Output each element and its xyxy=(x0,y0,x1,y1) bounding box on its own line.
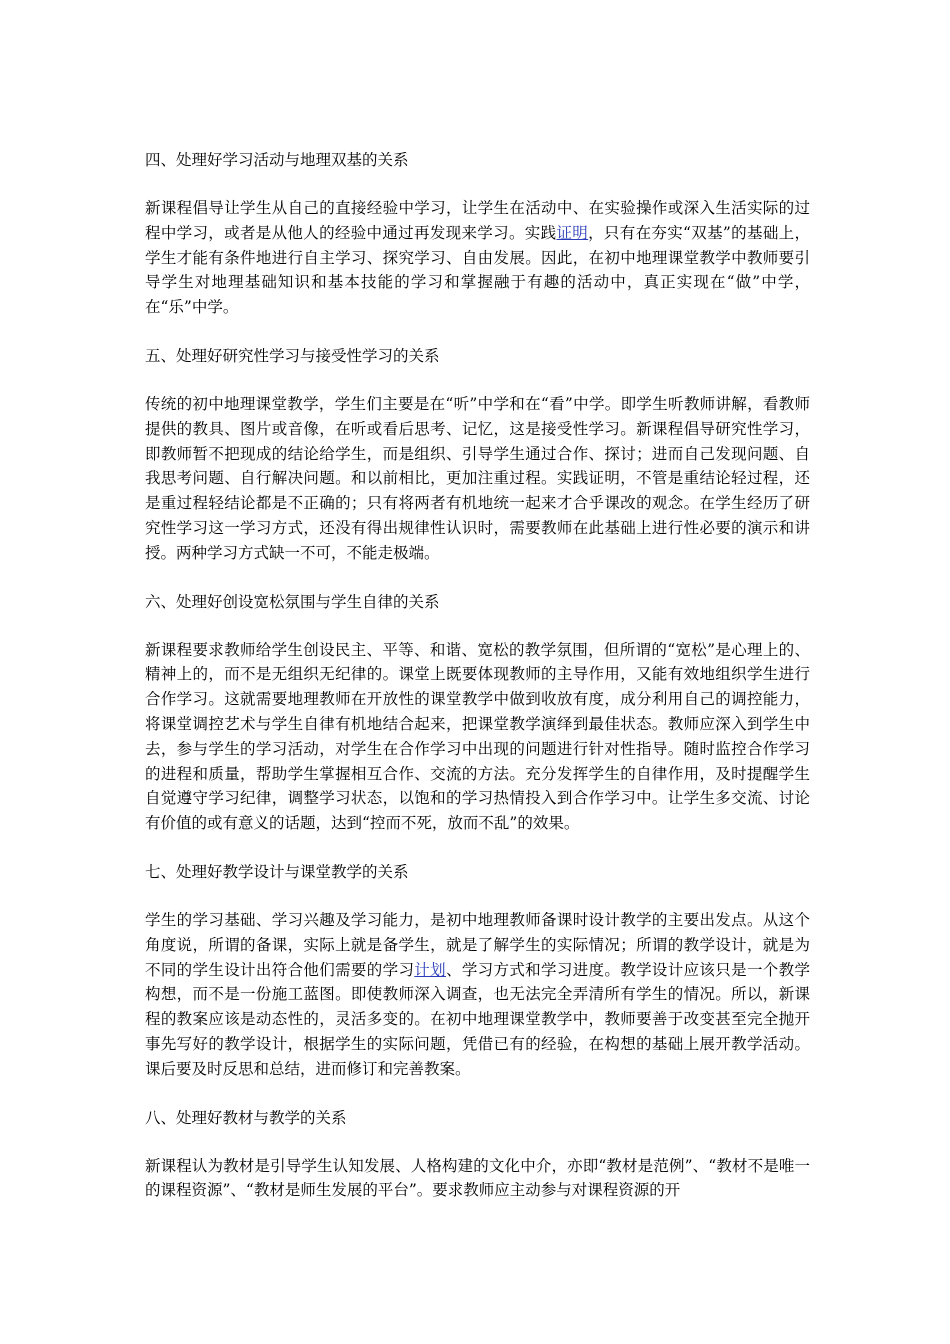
section-paragraph xyxy=(145,392,810,566)
paragraph-text: 、学习方式和学习进度。教学设计应该只是一个教学构想，而不是一份施工蓝图。即使教师深入调查，也无法完全弄清所有学生的情况。所以，新课程的教案应该是动态性的，灵活多变的。在初中地理课堂教学中，教师要善于改变甚至完全抛开事先写好的教学设计，根据学生的实际问题，凭借已有的经验，在构想的基础上展开教学活动。课后要及时反思和总结，进而修订和完善教案。 xyxy=(145,960,810,1078)
section-7 xyxy=(145,860,810,1082)
link-jihua[interactable]: 计划 xyxy=(414,960,446,979)
section-4 xyxy=(145,148,810,320)
section-paragraph xyxy=(145,908,810,1082)
section-heading: 六、处理好创设宽松氛围与学生自律的关系 xyxy=(145,592,440,611)
document-body xyxy=(145,148,810,1227)
paragraph-text: 新课程倡导让学生从自己的直接经验中学习，让学生在活动中、在实验操作或深入生活实际的过程中学习，或者是从他人的经验中通过再发现来学习。实践 xyxy=(145,199,810,242)
paragraph-text: 新课程认为教材是引导学生认知发展、人格构建的文化中介，亦即“教材是范例”、“教材不是唯一的课程资源”、“教材是师生发展的平台”。要求教师应主动参与对课程资源的开 xyxy=(145,1156,810,1200)
section-8 xyxy=(145,1106,810,1204)
section-paragraph xyxy=(145,1154,810,1204)
section-paragraph xyxy=(145,196,810,320)
section-heading: 七、处理好教学设计与课堂教学的关系 xyxy=(145,862,409,881)
section-6 xyxy=(145,590,810,836)
section-heading: 五、处理好研究性学习与接受性学习的关系 xyxy=(145,346,440,365)
paragraph-text: 学生的学习基础、学习兴趣及学习能力，是初中地理教师备课时设计教学的主要出发点。从这个角度说，所谓的备课，实际上就是备学生，就是了解学生的实际情况；所谓的教学设计，就是为不同的学生设计出符合他们需要的学习 xyxy=(145,910,810,979)
paragraph-text: 新课程要求教师给学生创设民主、平等、和谐、宽松的教学氛围，但所谓的“宽松”是心理上的、精神上的，而不是无组织无纪律的。课堂上既要体现教师的主导作用，又能有效地组织学生进行合作学习。这就需要地理教师在开放性的课堂教学中做到收放有度，成分利用自己的调控能力，将课堂调控艺术与学生自律有机地结合起来，把课堂教学演绎到最佳状态。教师应深入到学生中去，参与学生的学习活动，对学生在合作学习中出现的问题进行针对性指导。随时监控合作学习的进程和质量，帮助学生掌握相互合作、交流的方法。充分发挥学生的自律作用，及时提醒学生自觉遵守学习纪律，调整学习状态，以饱和的学习热情投入到合作学习中。让学生多交流、讨论有价值的或有意义的话题，达到“控而不死，放而不乱”的效果。 xyxy=(145,640,810,833)
link-zhengming[interactable]: 证明 xyxy=(556,223,589,242)
section-paragraph xyxy=(145,638,810,836)
section-5 xyxy=(145,344,810,566)
section-heading: 四、处理好学习活动与地理双基的关系 xyxy=(145,151,409,169)
paragraph-text: ，只有在夯实“双基”的基础上，学生才能有条件地进行自主学习、探究学习、自由发展。因此，在初中地理课堂教学中教师要引导学生对地理基础知识和基本技能的学习和掌握融于有趣的活动中，真正实现在“做”中学，在“乐”中学。 xyxy=(145,223,810,317)
paragraph-text: 传统的初中地理课堂教学，学生们主要是在“听”中学和在“看”中学。即学生听教师讲解，看教师提供的教具、图片或音像，在听或看后思考、记忆，这是接受性学习。新课程倡导研究性学习，即教师暂不把现成的结论给学生，而是组织、引导学生通过合作、探讨；进而自己发现问题、自我思考问题、自行解决问题。和以前相比，更加注重过程。实践证明，不管是重结论轻过程，还是重过程轻结论都是不正确的；只有将两者有机地统一起来才合乎课改的观念。在学生经历了研究性学习这一学习方式，还没有得出规律性认识时，需要教师在此基础上进行性必要的演示和讲授。两种学习方式缺一不可，不能走极端。 xyxy=(145,394,810,562)
section-heading: 八、处理好教材与教学的关系 xyxy=(145,1108,347,1127)
